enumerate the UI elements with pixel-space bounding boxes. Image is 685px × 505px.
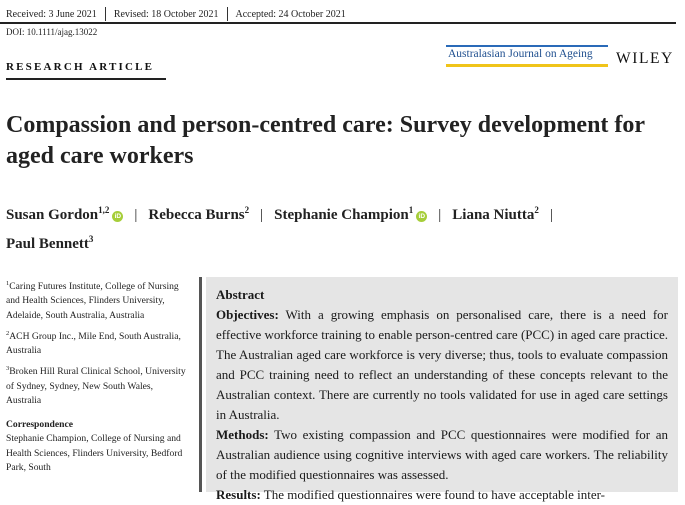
- journal-logo: [446, 45, 608, 67]
- affiliation: [6, 327, 188, 359]
- affiliation-text: ACH Group Inc., Mile End, South Australia, Australia: [6, 330, 181, 357]
- affiliation-text: Caring Futures Institute, College of Nursing and Health Sciences, Flinders University, Adelaide, South Australia, Australia: [6, 281, 179, 321]
- objectives-text: With a growing emphasis on personalised care, there is a need for effective workforce training to enable person-centred care (PCC) in aged care practice. The Australian aged care workforce is very diverse; thus, tools to evaluate compassion and PCC training need to reflect an understanding of these concepts relevant to the Australian context. There are currently no tools validated for use in aged care settings in Australia.: [216, 307, 669, 422]
- affiliation-marker: 2: [6, 329, 10, 337]
- author-affiliation-marker: 2: [534, 205, 539, 215]
- author-affiliation-marker: 3: [88, 234, 94, 244]
- author-name: Rebecca Burns: [148, 207, 245, 223]
- date-divider: [105, 7, 106, 21]
- article-type-rule: [6, 78, 166, 80]
- affiliation-marker: 3: [6, 365, 10, 373]
- article-title: Compassion and person-centred care: Survey development for aged care workers: [6, 112, 645, 169]
- abstract-objectives: [216, 305, 668, 425]
- objectives-label: Objectives:: [216, 307, 279, 322]
- correspondence-text: Stephanie Champion, College of Nursing and Health Sciences, Flinders University, Bedford Park, South: [6, 433, 183, 473]
- results-text: The modified questionnaires were found to have acceptable inter-: [263, 487, 606, 502]
- author-name: Liana Niutta: [452, 207, 535, 223]
- journal-name: Australasian Journal on Ageing: [448, 48, 593, 60]
- orcid-icon[interactable]: iD: [416, 211, 427, 222]
- article-type: RESEARCH ARTICLE: [6, 61, 155, 73]
- date-divider: [227, 7, 228, 21]
- author-affiliation-marker: 1,2: [98, 205, 110, 215]
- doi[interactable]: DOI: 10.1111/ajag.13022: [6, 27, 98, 37]
- correspondence-heading: Correspondence: [6, 419, 73, 431]
- affiliation-marker: 1: [6, 280, 10, 287]
- author-affiliation-marker: 1: [408, 205, 414, 215]
- author-name: Paul Bennett: [6, 236, 89, 252]
- abstract-heading: Abstract: [216, 287, 265, 302]
- methods-label: Methods:: [216, 427, 269, 442]
- affiliation: [6, 277, 188, 323]
- author[interactable]: [6, 207, 123, 223]
- author-separator: |: [260, 207, 264, 223]
- abstract-side-rule: [199, 277, 202, 492]
- results-label: Results:: [216, 487, 261, 502]
- author-separator: |: [549, 207, 553, 223]
- author-name: Stephanie Champion: [274, 207, 409, 223]
- abstract-results: [216, 485, 668, 505]
- affiliation: [6, 362, 188, 408]
- author-list: [6, 198, 676, 256]
- article-dates: [6, 6, 346, 22]
- affiliations: [6, 277, 188, 475]
- author[interactable]: [452, 207, 539, 223]
- author[interactable]: [274, 207, 427, 223]
- author-affiliation-marker: 2: [244, 205, 250, 215]
- author-separator: |: [438, 207, 442, 223]
- methods-text: Two existing compassion and PCC questionnaires were modified for an Australian audience using cognitive interviews with aged care workers. The reliability of the modified questionnaires was assessed.: [216, 427, 669, 482]
- journal-logo-blue-bar: [446, 45, 608, 47]
- revised-date: Revised: 18 October 2021: [113, 8, 219, 20]
- header-rule: [0, 22, 676, 24]
- author[interactable]: [148, 207, 249, 223]
- author-name: Susan Gordon: [6, 207, 99, 223]
- journal-logo-yellow-bar: [446, 64, 608, 67]
- orcid-icon[interactable]: iD: [112, 211, 123, 222]
- author-separator: |: [134, 207, 138, 223]
- author[interactable]: [6, 236, 93, 252]
- abstract-methods: [216, 425, 668, 485]
- received-date: Received: 3 June 2021: [6, 8, 97, 20]
- affiliation-text: Broken Hill Rural Clinical School, University of Sydney, Sydney, New South Wales, Australia: [6, 366, 186, 406]
- abstract-box: [206, 277, 678, 502]
- publisher-logo: WILEY: [616, 50, 674, 67]
- accepted-date: Accepted: 24 October 2021: [235, 8, 346, 20]
